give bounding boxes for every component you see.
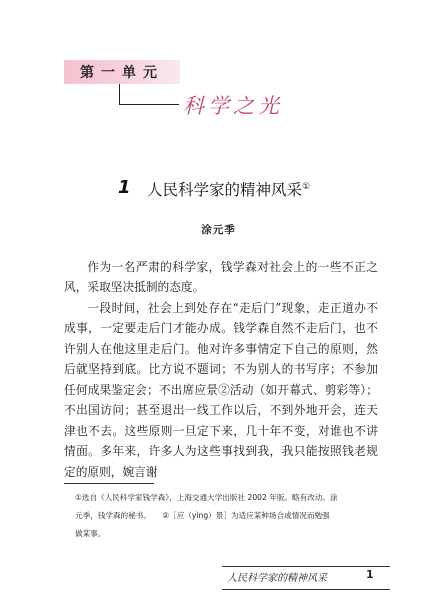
page-number: 1: [366, 568, 374, 581]
unit-connector-horizontal: [119, 104, 179, 105]
footnote-mark: ①: [302, 181, 311, 192]
paragraph: 作为一名严肃的科学家，钱学森对社会上的一些不正之风，采取坚决抵制的态度。: [64, 260, 378, 295]
footnote-line: 元季，钱学森的秘书。 ②［应（yìng）景］为适应某种场合或情况而勉强: [75, 511, 330, 520]
author: 涂元季: [201, 224, 236, 236]
footnote-line: ①选自《人民科学家钱学森》，上海交通大学出版社 2002 年版。略有改动。涂: [75, 493, 338, 502]
footnote-rule: [64, 483, 154, 484]
unit-label: 第一单元: [80, 65, 164, 81]
footnote-line: 做某事。: [75, 529, 106, 538]
unit-connector-vertical: [119, 84, 120, 104]
article-number: 1: [118, 177, 131, 198]
article-title-text: 人民科学家的精神风采: [147, 181, 303, 199]
body-text: [64, 257, 378, 482]
article-title: [147, 178, 310, 200]
unit-title: 科学之光: [183, 94, 283, 118]
running-title: 人民科学家的精神风采: [227, 573, 327, 584]
paragraph: 一段时间，社会上到处存在“走后门”现象，走正道办不成事，一定要走后门才能办成。钱学森自然不走后门，也不许别人在他这里走后门。他对许多事情定下自己的原则，然后就坚持到底。比方说不题词；不为别人的书写序；不参加任何成果鉴定会；不出席应景②活动（如开幕式、剪彩等）；不出国访问；甚至退出一线工作以后，不到外地开会，连天津也不去。这些原则一旦定下来，几十年不变，对谁也不讲情面。多年来，许多人为这些事找到我，我只能按照钱老规定的原则，婉言谢: [64, 300, 378, 479]
footnotes: [75, 489, 387, 543]
